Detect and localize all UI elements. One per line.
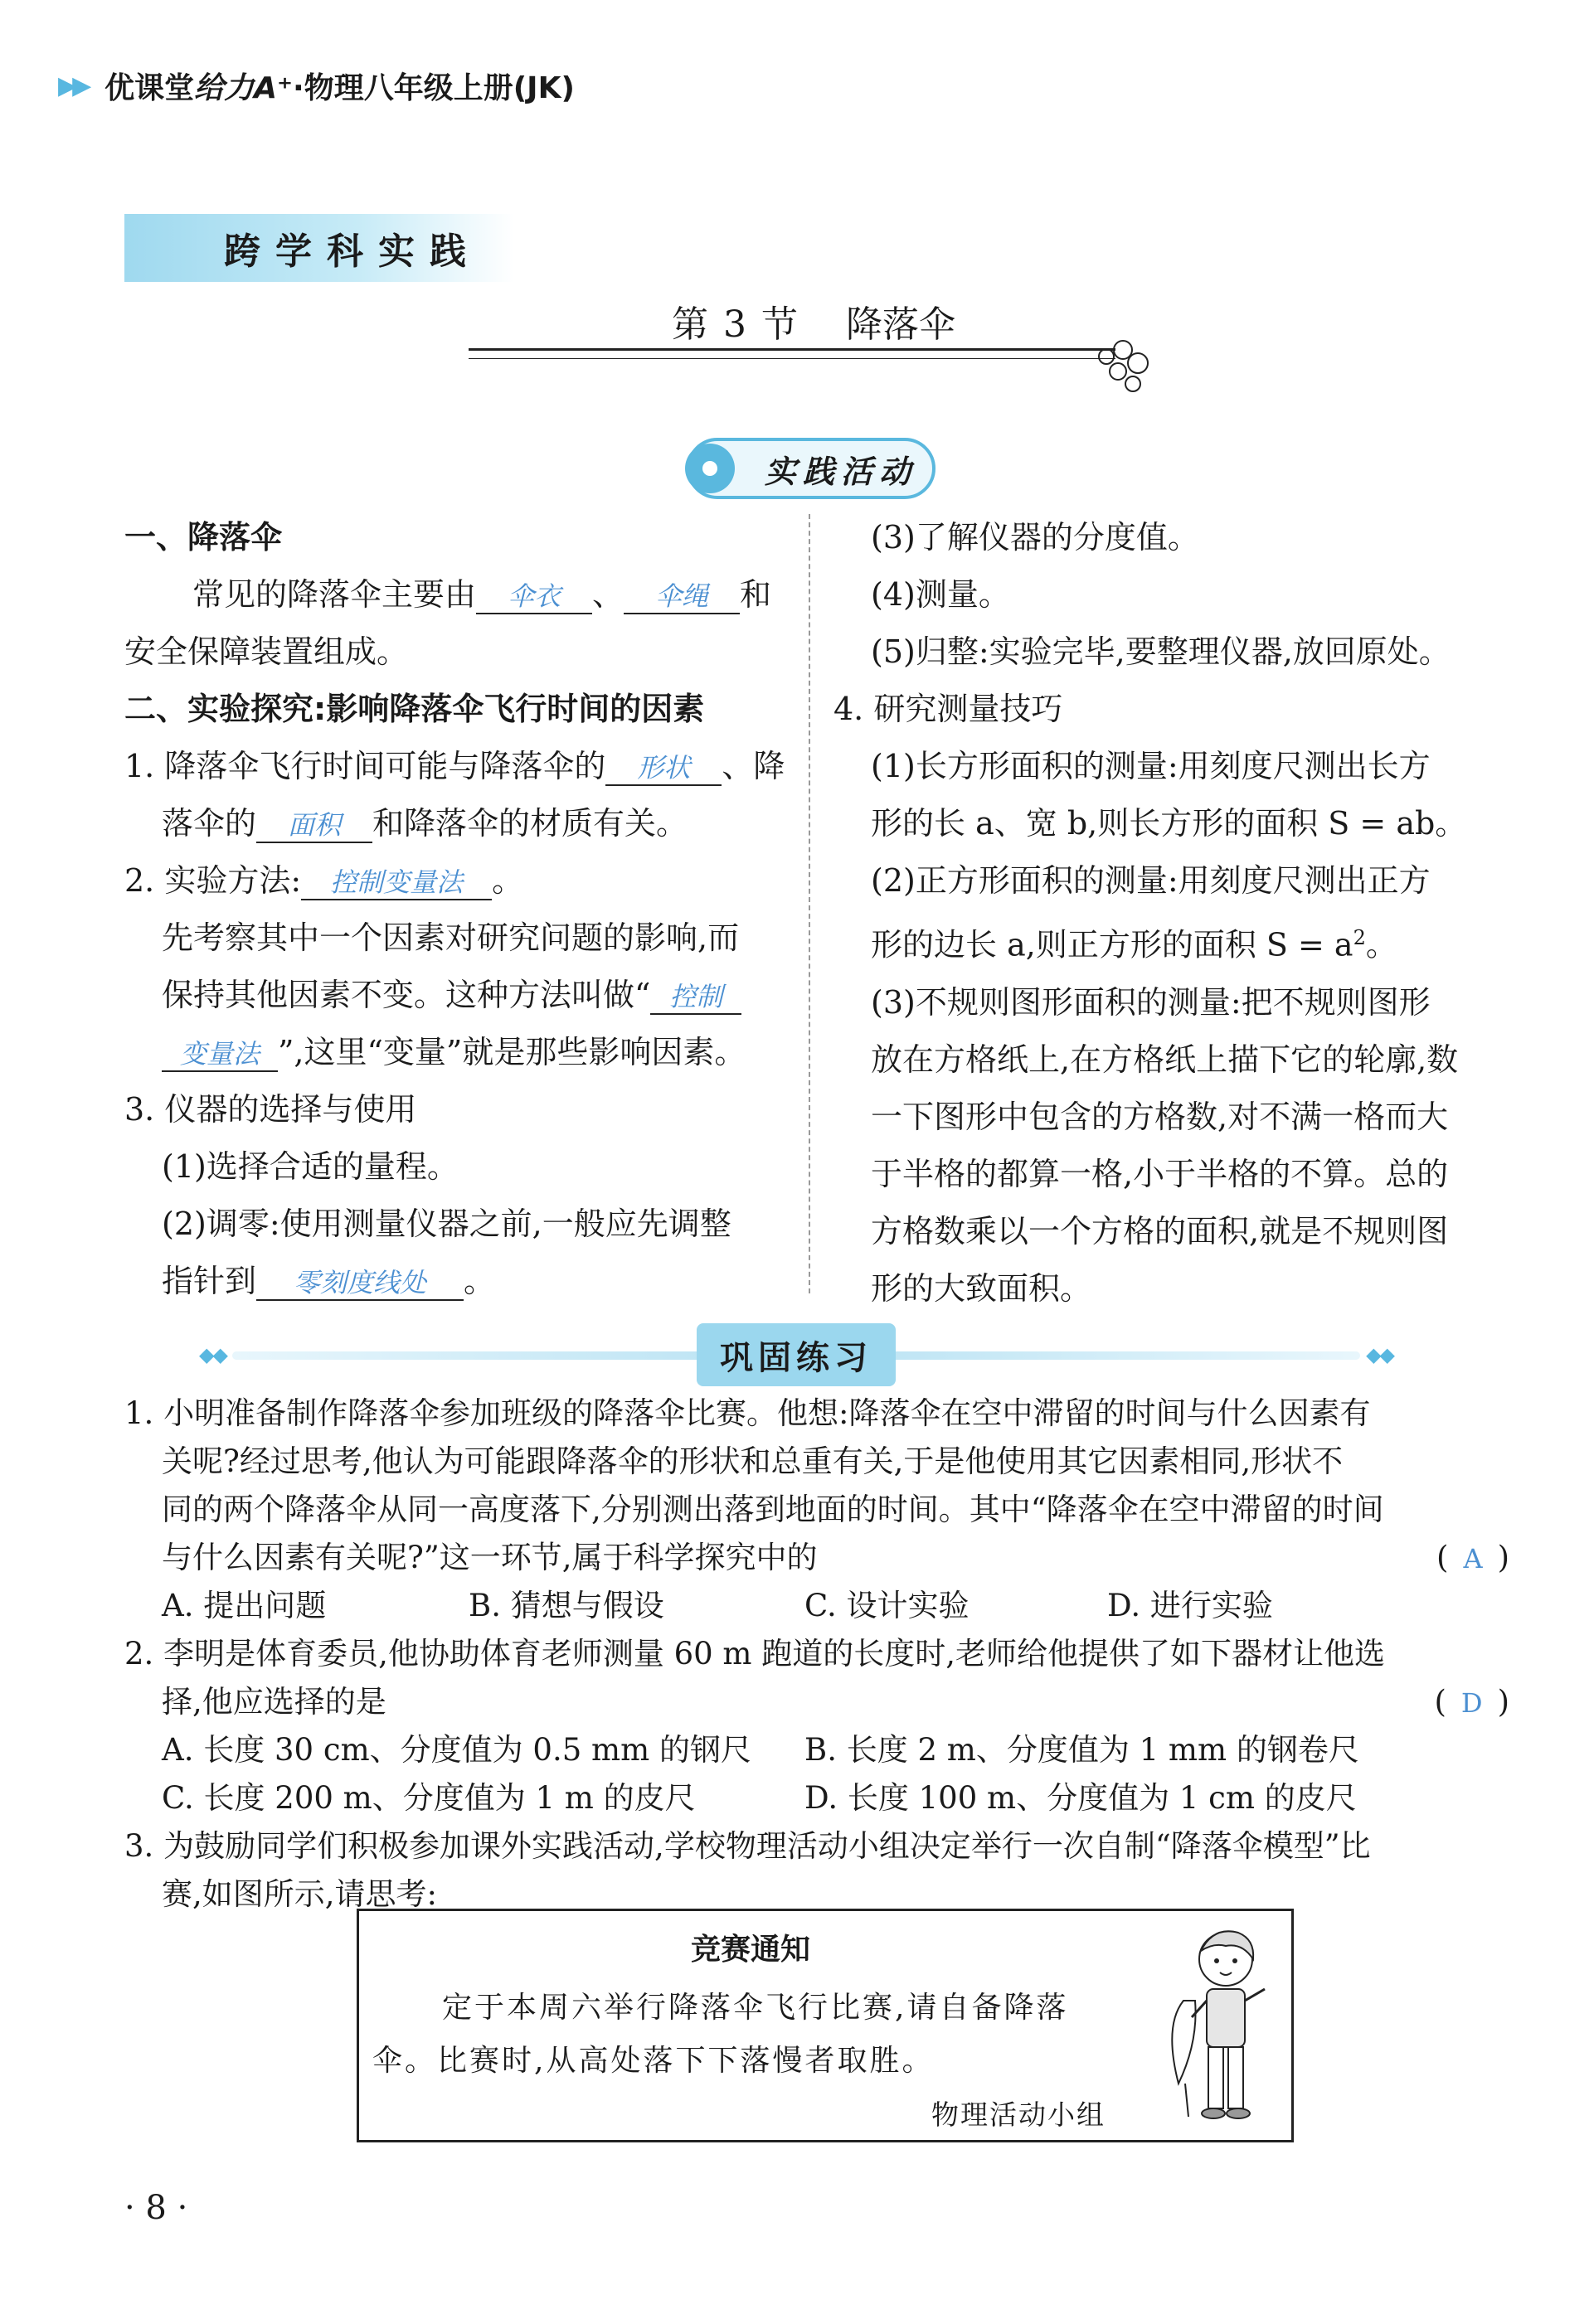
question-2-options bbox=[124, 1774, 1509, 1822]
right-line: (1)长方形面积的测量:用刻度尺测出长方 bbox=[871, 748, 1431, 784]
notice-body: 定于本周六举行降落伞飞行比赛,请自备降落 bbox=[442, 1991, 1069, 2025]
right-line: 放在方格纸上,在方格纸上描下它的轮廓,数 bbox=[871, 1041, 1459, 1078]
paragraph-text: 安全保障装置组成。 bbox=[124, 633, 409, 670]
right-line: 形的边长 a,则正方形的面积 $S = a^2$。 bbox=[871, 926, 1397, 963]
heading-parachute: 一、降落伞 bbox=[124, 519, 283, 556]
competition-notice bbox=[357, 1909, 1294, 2142]
book-title: ·物理八年级上册(JK) bbox=[293, 71, 575, 105]
option: C. 长度 200 m、分度值为 1 m 的皮尺 bbox=[162, 1780, 696, 1816]
page-number: · 8 · bbox=[124, 2189, 188, 2227]
answer-blank: 伞衣 bbox=[476, 580, 592, 614]
section-suffix: 节 bbox=[761, 303, 798, 346]
brand-mark: 给力A⁺ bbox=[194, 71, 294, 105]
right-line: (2)正方形面积的测量:用刻度尺测出正方 bbox=[871, 862, 1431, 899]
notice-signature: 物理活动小组 bbox=[931, 2098, 1106, 2131]
exercise-title: 巩固练习 bbox=[697, 1323, 896, 1386]
item-1: 1. 降落伞飞行时间可能与降落伞的 形状 、降 bbox=[124, 748, 785, 784]
question-2-options bbox=[124, 1726, 1509, 1774]
question-3-text: 赛,如图所示,请思考: bbox=[162, 1876, 437, 1912]
item-4: 4. 研究测量技巧 bbox=[833, 691, 1063, 727]
answer-bracket: ( A ) bbox=[1436, 1540, 1509, 1575]
question-1-text: 关呢?经过思考,他认为可能跟降落伞的形状和总重有关,于是他使用其它因素相同,形状不 bbox=[162, 1443, 1344, 1479]
answer-blank: 变量法 bbox=[162, 1037, 278, 1072]
question-1-text: 1. 小明准备制作降落伞参加班级的降落伞比赛。他想:降落伞在空中滞留的时间与什么因素有 bbox=[124, 1395, 1371, 1431]
option: C. 设计实验 bbox=[804, 1588, 970, 1623]
item-3-sub: (1)选择合适的量程。 bbox=[162, 1148, 459, 1185]
item-3-sub: (2)调零:使用测量仪器之前,一般应先调整 bbox=[162, 1206, 731, 1242]
right-line: (3)了解仪器的分度值。 bbox=[871, 519, 1199, 556]
answer-blank: 伞绳 bbox=[624, 580, 740, 614]
section-banner bbox=[124, 214, 514, 282]
question-1-text: 同的两个降落伞从同一高度落下,分别测出落到地面的时间。其中“降落伞在空中滞留的时间 bbox=[162, 1492, 1384, 1527]
section-prefix: 第 bbox=[672, 303, 708, 346]
answer-blank: 形状 bbox=[605, 751, 722, 786]
question-1-text: 与什么因素有关呢?”这一环节,属于科学探究中的 ( A ) bbox=[124, 1534, 1509, 1582]
answer-blank: 零刻度线处 bbox=[256, 1266, 464, 1301]
right-line: 形的大致面积。 bbox=[871, 1269, 1092, 1307]
item-3-sub: 指针到 零刻度线处 。 bbox=[162, 1263, 496, 1299]
right-line: 方格数乘以一个方格的面积,就是不规则图 bbox=[871, 1212, 1449, 1249]
option: D. 长度 100 m、分度值为 1 cm 的皮尺 bbox=[804, 1780, 1357, 1816]
right-line: 一下图形中包含的方格数,对不满一格而大 bbox=[871, 1098, 1449, 1135]
right-column bbox=[833, 509, 1505, 1317]
exercises bbox=[124, 1390, 1509, 1919]
series-name: 优课堂 bbox=[104, 71, 195, 105]
paragraph-parachute: 常见的降落伞主要由 伞衣 、 伞绳 和 bbox=[192, 576, 772, 613]
title-rule bbox=[469, 348, 1115, 351]
right-line: 形的长 a、宽 b,则长方形的面积 S = ab。 bbox=[871, 805, 1467, 842]
notice-title: 竞赛通知 bbox=[691, 1933, 811, 1967]
answer-value: D bbox=[1460, 1687, 1483, 1719]
answer-blank: 控制 bbox=[650, 980, 741, 1015]
question-2-text: 择,他应选择的是 ( D ) bbox=[124, 1678, 1509, 1726]
section-name: 降落伞 bbox=[846, 303, 955, 346]
left-column bbox=[124, 509, 796, 1310]
section-number: 3 bbox=[723, 303, 746, 346]
banner-label: 跨学科实践 bbox=[224, 230, 481, 273]
answer-blank: 控制变量法 bbox=[301, 866, 492, 900]
diamond-icon: ◆◆ bbox=[1366, 1343, 1393, 1366]
column-divider bbox=[809, 514, 810, 1293]
activity-label: 实践活动 bbox=[765, 452, 918, 490]
item-1-cont: 落伞的 面积 和降落伞的材质有关。 bbox=[162, 805, 688, 842]
right-line: (3)不规则图形面积的测量:把不规则图形 bbox=[871, 983, 1431, 1021]
heading-experiment: 二、实验探究:影响降落伞飞行时间的因素 bbox=[124, 691, 705, 727]
student-illustration bbox=[1155, 1918, 1280, 2133]
section-title bbox=[672, 294, 955, 347]
option: A. 长度 30 cm、分度值为 0.5 mm 的钢尺 bbox=[162, 1732, 751, 1768]
item-2: 2. 实验方法: 控制变量法 。 bbox=[124, 862, 524, 899]
option: D. 进行实验 bbox=[1107, 1588, 1273, 1623]
item-2-text: 先考察其中一个因素对研究问题的影响,而 bbox=[162, 919, 740, 956]
item-2-text: 保持其他因素不变。这种方法叫做“ 控制 bbox=[124, 967, 796, 1024]
diamond-icon: ◆◆ bbox=[199, 1343, 226, 1366]
item-3: 3. 仪器的选择与使用 bbox=[124, 1091, 417, 1128]
right-line: (5)归整:实验完毕,要整理仪器,放回原处。 bbox=[871, 633, 1451, 670]
option: B. 猜想与假设 bbox=[469, 1588, 664, 1623]
running-header bbox=[58, 65, 575, 107]
right-line: 于半格的都算一格,小于半格的不算。总的 bbox=[871, 1155, 1449, 1192]
answer-bracket: ( D ) bbox=[1434, 1684, 1509, 1720]
right-line: (4)测量。 bbox=[871, 576, 1010, 613]
notice-body: 伞。比赛时,从高处落下下落慢者取胜。 bbox=[372, 2044, 935, 2078]
title-rule-thin bbox=[469, 358, 1115, 359]
item-2-text: 变量法 ”,这里“变量”就是那些影响因素。 bbox=[124, 1024, 796, 1081]
question-1-options bbox=[124, 1582, 1509, 1630]
question-3-text: 3. 为鼓励同学们积极参加课外实践活动,学校物理活动小组决定举行一次自制“降落伞模型”比 bbox=[124, 1828, 1371, 1864]
activity-pill bbox=[687, 438, 936, 499]
answer-value: A bbox=[1463, 1543, 1483, 1574]
answer-blank: 面积 bbox=[256, 808, 372, 843]
option: A. 提出问题 bbox=[162, 1588, 327, 1623]
option: B. 长度 2 m、分度值为 1 mm 的钢卷尺 bbox=[804, 1732, 1359, 1768]
location-pin-icon bbox=[685, 444, 735, 493]
bubbles-decoration bbox=[1095, 338, 1161, 396]
double-arrow-icon: ▶▶ bbox=[58, 71, 87, 100]
question-2-text: 2. 李明是体育委员,他协助体育老师测量 60 m 跑道的长度时,老师给他提供了如下器材让他选 bbox=[124, 1636, 1386, 1671]
